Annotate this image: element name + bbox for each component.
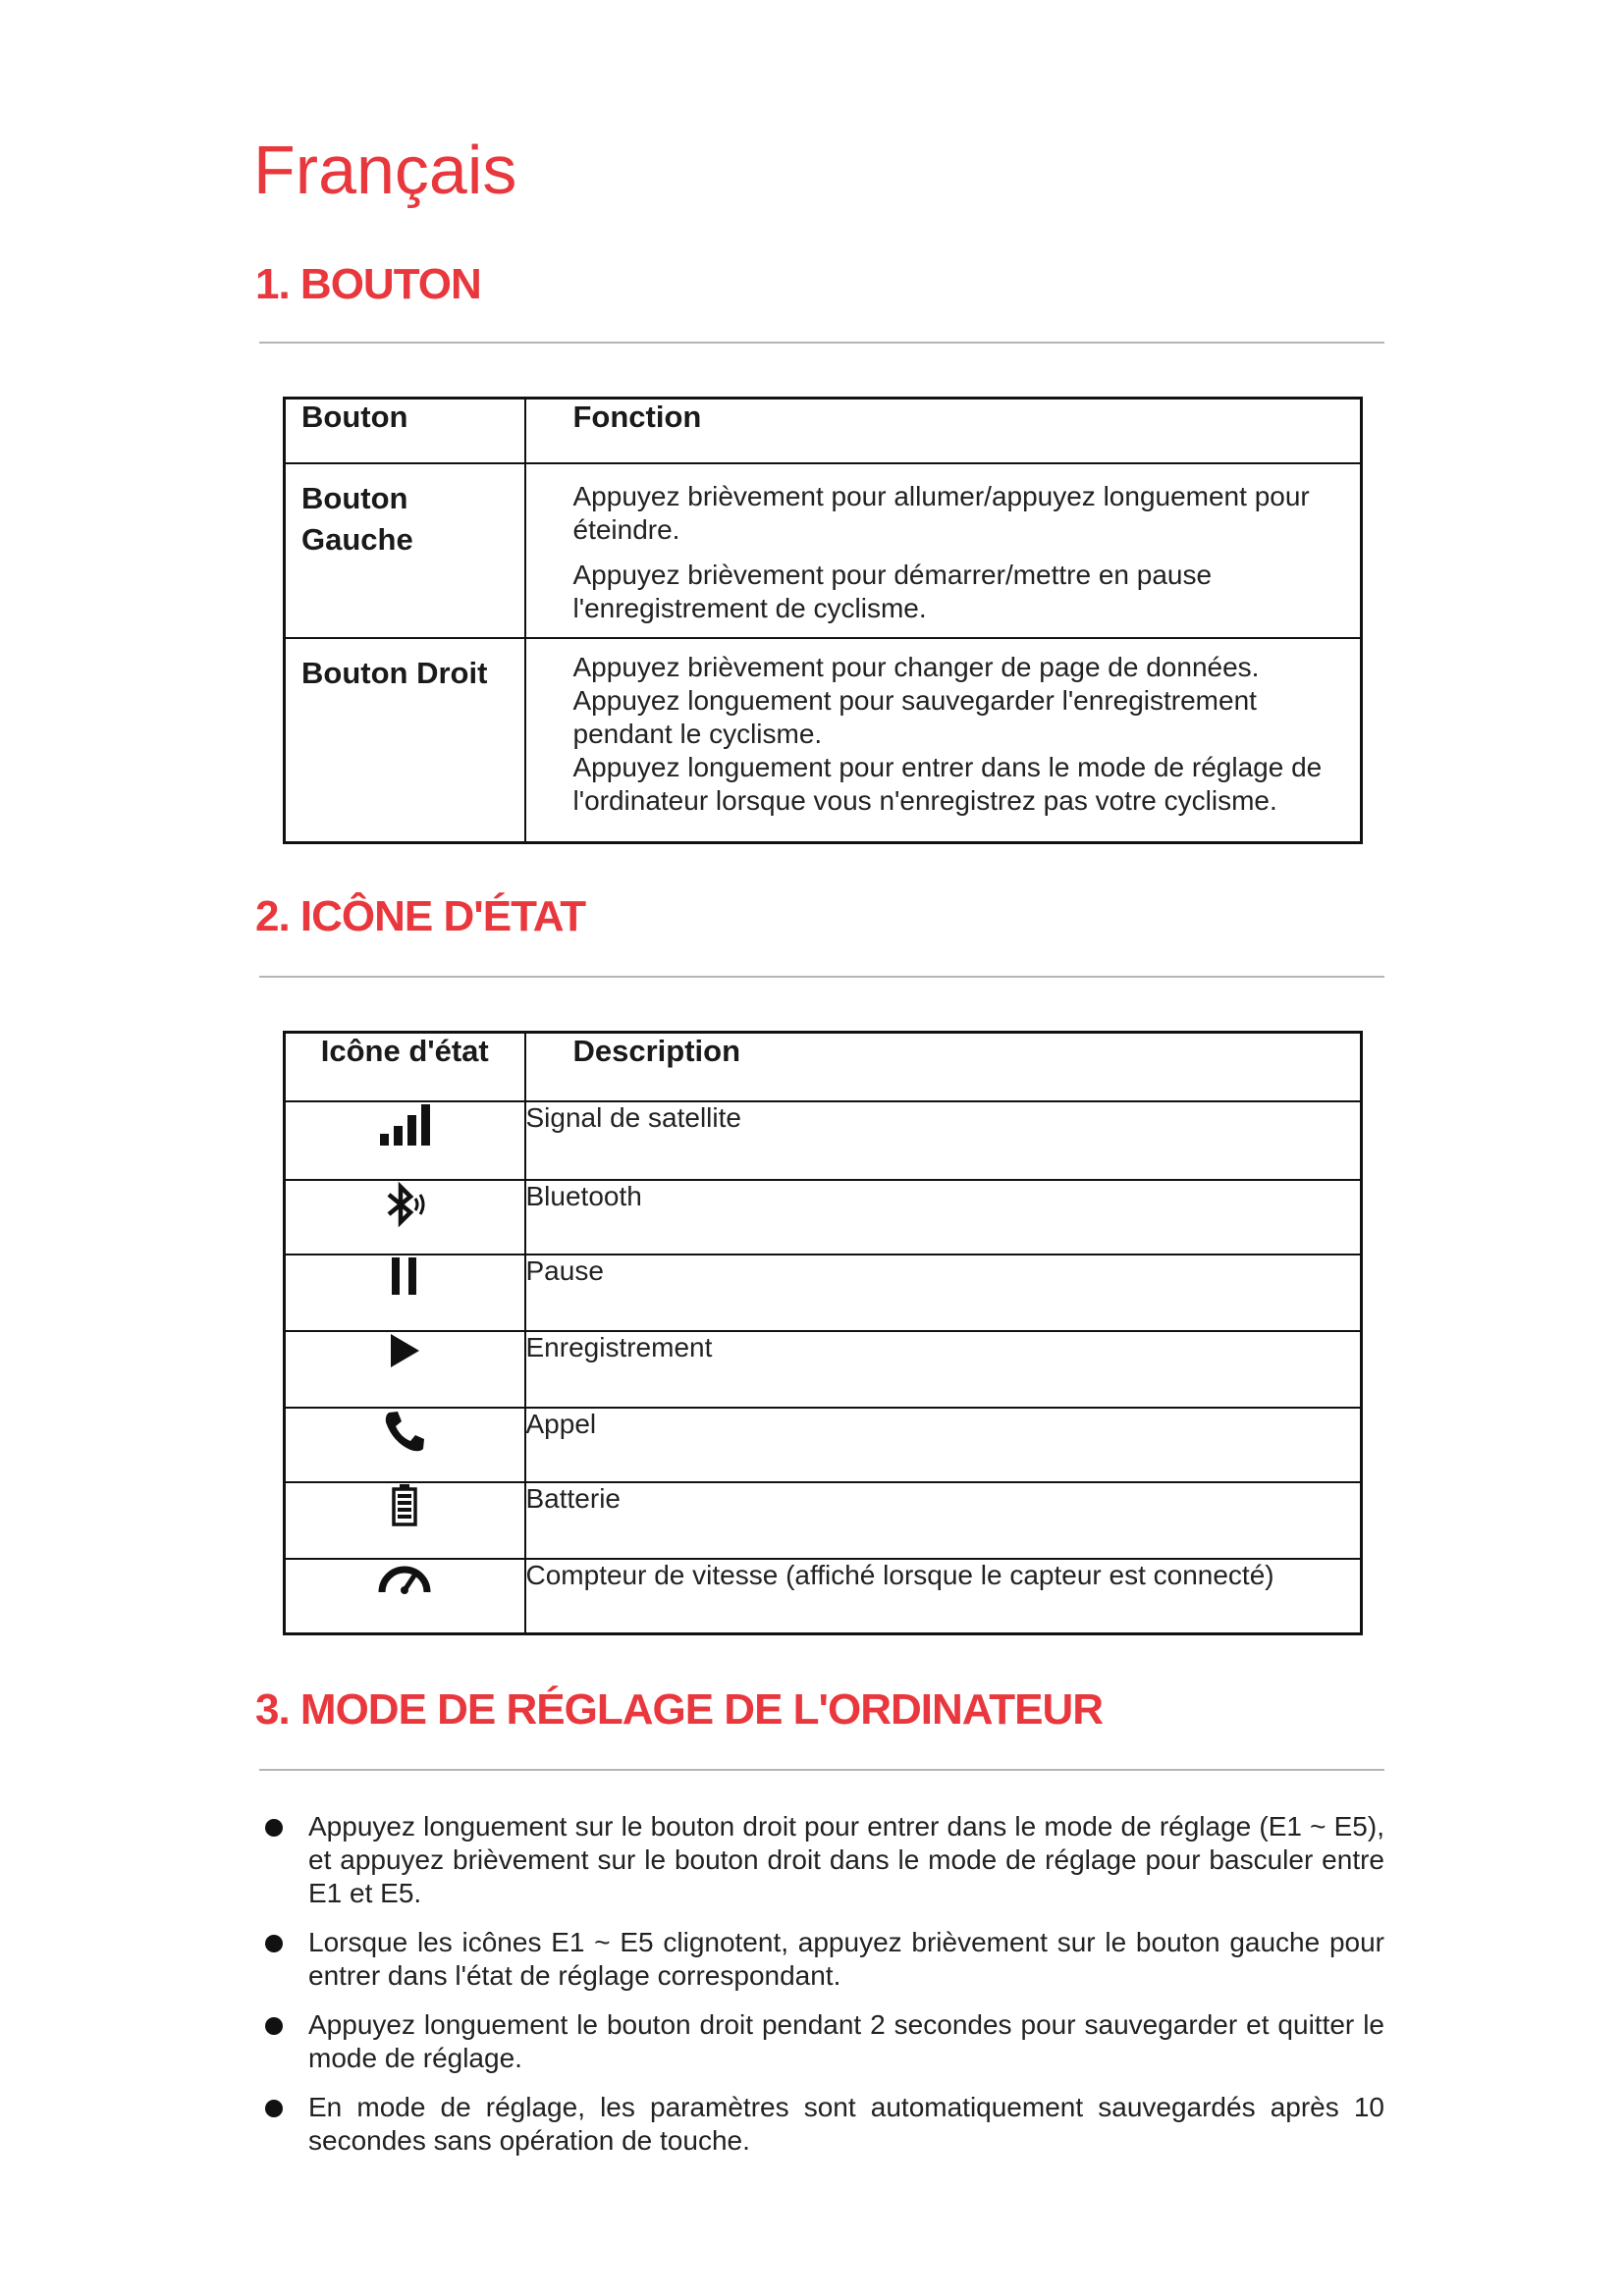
- bullet-text: Lorsque les icônes E1 ~ E5 clignotent, appuyez brièvement sur le bouton gauche pour entrer dans l'état de réglage correspondant.: [308, 1927, 1384, 1991]
- list-item: [257, 2091, 1384, 2158]
- status-icon-table: [283, 1031, 1363, 1635]
- table-row: [285, 1559, 1362, 1633]
- button-function-table: [283, 397, 1363, 844]
- table-row: [285, 463, 1362, 638]
- column-header-status-icon: Icône d'état: [285, 1033, 525, 1102]
- icon-cell: [285, 1101, 525, 1180]
- list-item: [257, 1926, 1384, 1993]
- button-name-left: Bouton Gauche: [301, 481, 413, 557]
- settings-bullet-list: [257, 1810, 1384, 2173]
- bullet-text: En mode de réglage, les paramètres sont automatiquement sauvegardés après 10 secondes sans opération de touche.: [308, 2092, 1384, 2156]
- section-divider: [259, 976, 1384, 978]
- description-cell: Enregistrement: [525, 1331, 1362, 1408]
- column-header-button: Bouton: [285, 399, 525, 464]
- bullet-dot-icon: [265, 2100, 283, 2117]
- function-text: Appuyez brièvement pour changer de page de données.: [572, 652, 1260, 682]
- pause-icon: [389, 1255, 420, 1297]
- table-row: [285, 1482, 1362, 1559]
- function-text: Appuyez brièvement pour démarrer/mettre en pause l'enregistrement de cyclisme.: [572, 560, 1213, 623]
- table-row: [285, 1331, 1362, 1408]
- description-cell: Signal de satellite: [525, 1101, 1362, 1180]
- phone-icon: [383, 1409, 426, 1454]
- description-cell: Appel: [525, 1408, 1362, 1482]
- section-heading-button: 1. BOUTON: [255, 260, 481, 308]
- icon-cell: [285, 1331, 525, 1408]
- button-function-cell: [525, 638, 1362, 842]
- table-header-row: [285, 1033, 1362, 1102]
- icon-cell: [285, 1482, 525, 1559]
- table-header-row: [285, 399, 1362, 464]
- column-header-function: Fonction: [525, 399, 1362, 464]
- list-item: [257, 2008, 1384, 2075]
- section-divider: [259, 1769, 1384, 1771]
- speedometer-icon: [377, 1560, 432, 1595]
- section-heading-status: 2. ICÔNE D'ÉTAT: [255, 892, 586, 940]
- bullet-dot-icon: [265, 1819, 283, 1837]
- play-icon: [388, 1332, 421, 1369]
- section-heading-settings: 3. MODE DE RÉGLAGE DE L'ORDINATEUR: [255, 1685, 1104, 1734]
- description-cell: Bluetooth: [525, 1180, 1362, 1255]
- table-row: [285, 1408, 1362, 1482]
- battery-icon: [391, 1483, 418, 1526]
- list-item: [257, 1810, 1384, 1910]
- section-divider: [259, 342, 1384, 344]
- icon-cell: [285, 1180, 525, 1255]
- bluetooth-icon: [381, 1181, 428, 1228]
- button-name-cell: [285, 638, 525, 842]
- button-name-cell: [285, 463, 525, 638]
- bullet-dot-icon: [265, 1935, 283, 1952]
- icon-cell: [285, 1408, 525, 1482]
- button-name-right: Bouton Droit: [301, 656, 488, 690]
- function-text: Appuyez longuement pour entrer dans le mode de réglage de l'ordinateur lorsque vous n'enregistrez pas votre cyclisme.: [572, 752, 1323, 816]
- bullet-dot-icon: [265, 2017, 283, 2035]
- function-text: Appuyez brièvement pour allumer/appuyez longuement pour éteindre.: [572, 481, 1310, 545]
- bullet-text: Appuyez longuement sur le bouton droit pour entrer dans le mode de réglage (E1 ~ E5), et appuyez brièvement sur le bouton droit dans le mode de réglage pour basculer entre E1 et E5.: [308, 1811, 1384, 1908]
- function-text: Appuyez longuement pour sauvegarder l'enregistrement pendant le cyclisme.: [572, 685, 1257, 749]
- description-cell: Compteur de vitesse (affiché lorsque le capteur est connecté): [525, 1559, 1362, 1633]
- bullet-text: Appuyez longuement le bouton droit pendant 2 secondes pour sauvegarder et quitter le mode de réglage.: [308, 2009, 1384, 2073]
- description-cell: Batterie: [525, 1482, 1362, 1559]
- table-row: [285, 1180, 1362, 1255]
- button-function-cell: [525, 463, 1362, 638]
- signal-bars-icon: [378, 1102, 431, 1148]
- table-row: [285, 1101, 1362, 1180]
- icon-cell: [285, 1255, 525, 1331]
- page-title: Français: [253, 132, 517, 208]
- table-row: [285, 638, 1362, 842]
- icon-cell: [285, 1559, 525, 1633]
- table-row: [285, 1255, 1362, 1331]
- column-header-description: Description: [525, 1033, 1362, 1102]
- description-cell: Pause: [525, 1255, 1362, 1331]
